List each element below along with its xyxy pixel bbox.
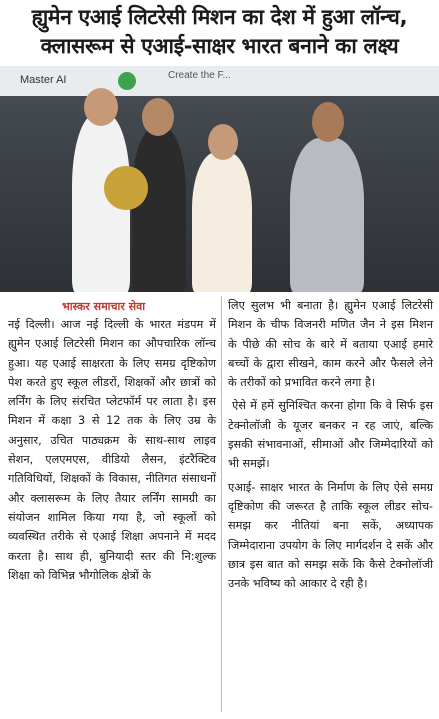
paragraph: एआई- साक्षर भारत के निर्माण के लिए ऐसे समग्र दृष्टिकोण की जरूरत है ताकि स्कूल लीडर सोच-समझ कर नीतियां बना सकें, अध्यापक जिम्मेदाराना उपयोग के लिए मार्गदर्शन दे सकें और छात्र इस बात को समझ सकें कि कैसे टेक्नोलॉजी उनके भविष्य को आकार दे रही है। [228, 480, 433, 591]
event-logo-icon [118, 72, 136, 90]
article-left-column [8, 315, 216, 589]
backdrop-text-right: Create the F... [168, 70, 231, 81]
article-right-column [228, 296, 433, 597]
person-1-head [84, 88, 118, 126]
byline: भास्कर समाचार सेवा [62, 300, 146, 313]
person-4-head [312, 102, 344, 142]
headline [0, 0, 439, 64]
backdrop-text-left: Master AI [20, 74, 67, 86]
paragraph: नई दिल्ली। आज नई दिल्ली के भारत मंडपम में ह्युमेन एआई लिटरेसी मिशन का औपचारिक लॉन्च हुआ। यह एआई साक्षरता के लिए समग्र दृष्टिकोण पेश करते हुए स्कूल लीडरों, शिक्षकों और छात्रों को लर्निंग के लिए संरचित प्लेटफॉर्म पर लाता है। इस मिशन में कक्षा 3 से 12 तक के लिए उम्र के अनुसार, उचित पाठ्यक्रम के साथ-साथ लाइव सेशन, एलएमएस, वीडियो लैसन, इंटरैक्टिव गतिविधियों, शिक्षकों के विकास, नीतिगत संसाधनों और क्लासरूम के लिए तैयार लर्निंग सामग्री का संयोजन शामिल किया गया है, जो स्कूलों को व्यवस्थित तरीके से एआई शिक्षा अपनाने में मदद करता है। साथ ही, बुनियादी स्तर की नि:शुल्क शिक्षा को विभिन्न भौगोलिक क्षेत्रों के [8, 318, 216, 582]
headline-line-2: क्लासरूम से एआई-साक्षर भारत बनाने का लक्ष्य [40, 34, 399, 58]
person-3 [192, 152, 252, 292]
person-4 [290, 138, 364, 292]
person-2 [132, 128, 186, 292]
news-photo [0, 66, 439, 292]
trophy [104, 166, 148, 210]
headline-line-1: ह्युमेन एआई लिटरेसी मिशन का देश में हुआ लॉन्च, [31, 5, 408, 29]
paragraph: ऐसे में हमें सुनिश्चित करना होगा कि वे सिर्फ इस टेक्नोलॉजी के यूजर बनकर न रह जाएं, बल्कि इसकी संभावनाओं, सीमाओं और जिम्मेदारियों को भी समझें। [228, 399, 433, 471]
person-3-head [208, 124, 238, 160]
paragraph: लिए सुलभ भी बनाता है। ह्युमेन एआई लिटरेसी मिशन के चीफ विजनरी मणित जैन ने इस मिशन के पीछे की सोच के बारे में बताया एआई हमारे बच्चों के द्वारा सीखने, काम करने और फैसले लेने के तरीकों को प्रभावित करने लगा है। [228, 299, 433, 390]
person-2-head [142, 98, 174, 136]
column-divider [221, 296, 222, 712]
